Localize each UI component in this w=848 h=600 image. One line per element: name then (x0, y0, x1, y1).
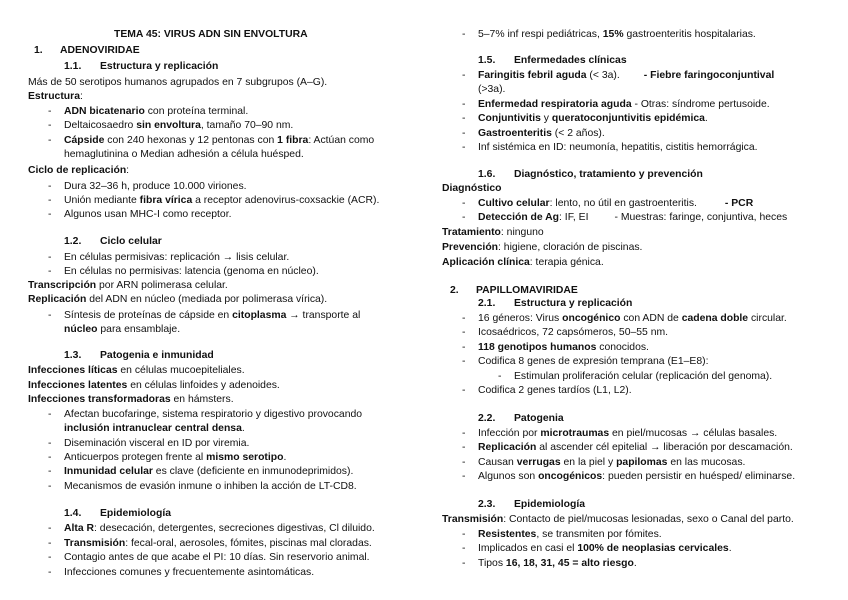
bold-text: - PCR (724, 198, 754, 209)
list-item (478, 128, 605, 140)
text: : ninguno (500, 227, 544, 238)
bold-text: Cultivo celular (478, 198, 550, 209)
text: : desecación, detergentes, secreciones digestivas, Cl diluido. (94, 523, 375, 534)
section-number: 2.3. (478, 499, 496, 510)
text: en células mucoepiteliales. (117, 365, 245, 376)
section-2-heading (450, 285, 578, 297)
text: : IF, EI (559, 212, 589, 223)
bold-text: Conjuntivitis (478, 113, 541, 124)
text: Causan (478, 457, 517, 468)
list-item (478, 198, 753, 210)
list-item-continuation (64, 423, 245, 435)
bold-text: citoplasma (232, 310, 287, 321)
section-number: 2. (450, 285, 459, 296)
ciclo-label: Ciclo de replicación: (28, 165, 130, 176)
text: : higiene, cloración de piscinas. (498, 242, 643, 253)
list-item (64, 310, 360, 322)
text: . (704, 113, 708, 124)
list-item: - Diseminación visceral en ID por viremia. (64, 438, 249, 450)
sub-list-item: - Estimulan proliferación celular (replicación del genoma). (514, 371, 772, 383)
diagnostico-label (442, 183, 501, 195)
replicacion-text (28, 294, 327, 306)
text: con proteína terminal. (144, 106, 249, 117)
text: : pueden persistir en huésped/ eliminarse. (602, 471, 796, 482)
text: Infección por (478, 428, 541, 439)
section-title: Enfermedades clínicas (514, 55, 627, 66)
section-title: Patogenia (514, 413, 564, 424)
text: (< 2 años). (551, 128, 605, 139)
bold-text: oncogénico (562, 313, 621, 324)
list-item: - En células no permisivas: latencia (genoma en núcleo). (64, 266, 319, 278)
section-number: 1. (34, 45, 43, 56)
transmision-text (442, 514, 794, 526)
section-title: ADENOVIRIDAE (60, 45, 140, 56)
text: es clave (deficiente en inmunodeprimidos). (152, 466, 354, 477)
section-2-1-heading (478, 298, 632, 310)
list-item: - Codifica 8 genes de expresión temprana (E1–E8): (478, 356, 708, 368)
aplicacion-text (442, 257, 604, 269)
section-number: 1.2. (64, 236, 82, 247)
section-number: 1.1. (64, 61, 82, 72)
bold-text: Transcripción (28, 280, 97, 291)
text: del ADN en núcleo (mediada por polimerasa vírica). (86, 294, 328, 305)
bold-text: cadena doble (681, 313, 749, 324)
bold-text: papilomas (616, 457, 668, 468)
bold-text: - Fiebre faringoconjuntival (643, 70, 775, 81)
text: 16 géneros: Virus (478, 313, 563, 324)
text: : terapia génica. (529, 257, 604, 268)
section-1-2-heading (64, 236, 162, 248)
list-item (478, 442, 793, 454)
text: Síntesis de proteínas de cápside en (64, 310, 233, 321)
bold-text: Infecciones transformadoras (28, 394, 171, 405)
text: por ARN polimerasa celular. (96, 280, 228, 291)
text: : lento, no útil en gastroenteritis. (549, 198, 697, 209)
text: Tipos (478, 558, 506, 569)
section-number: 2.2. (478, 413, 496, 424)
text: gastroenteritis hospitalarias. (623, 29, 756, 40)
bold-text: Infecciones líticas (28, 365, 118, 376)
infecciones-text (28, 380, 280, 392)
infecciones-text (28, 365, 245, 377)
prevencion-text (442, 242, 642, 254)
section-title: Ciclo celular (100, 236, 162, 247)
list-item (478, 471, 795, 483)
list-item: - Dura 32–36 h, produce 10.000 viriones. (64, 181, 247, 193)
list-item (478, 428, 777, 440)
bold-text: 16, 18, 31, 45 = alto riesgo (505, 558, 634, 569)
list-item (64, 523, 375, 535)
list-item-continuation: hemaglutinina o Median adhesión a célula huésped. (64, 149, 304, 160)
bold-text: Transmisión (442, 514, 504, 525)
estructura-label: Estructura: (28, 91, 83, 102)
bold-text: Tratamiento (442, 227, 501, 238)
text: al ascender cél epitelial → liberación por descamación. (536, 442, 793, 453)
text: : Actúan como (308, 135, 375, 146)
section-2-2-heading (478, 413, 564, 425)
bold-text: Resistentes (478, 529, 537, 540)
bold-text: núcleo (64, 324, 98, 335)
text: en la piel y (560, 457, 617, 468)
bold-text: Transmisión (64, 538, 126, 549)
text: en piel/mucosas → células basales. (609, 428, 778, 439)
section-number: 1.5. (478, 55, 496, 66)
section-1-4-heading (64, 508, 171, 520)
list-item (478, 342, 649, 354)
section-1-5-heading (478, 55, 627, 67)
text: Implicados en casi el (478, 543, 578, 554)
section-title: Epidemiología (100, 508, 172, 519)
label-text: Diagnóstico (442, 183, 502, 194)
bold-text: ADN bicatenario (64, 106, 145, 117)
section-1-3-heading (64, 350, 214, 362)
tratamiento-text (442, 227, 544, 239)
text: en hámsters. (170, 394, 234, 405)
text: . (283, 452, 287, 463)
text: Deltaicosaedro (64, 120, 137, 131)
text: Anticuerpos protegen frente al (64, 452, 207, 463)
bold-text: 100% de neoplasias cervicales (577, 543, 729, 554)
text: - Otras: síndrome pertusoide. (631, 99, 770, 110)
bold-text: Faringitis febril aguda (478, 70, 587, 81)
section-1-6-heading (478, 169, 703, 181)
list-item (64, 120, 293, 132)
label-text: Ciclo de replicación (28, 165, 127, 176)
bold-text: 118 genotipos humanos (478, 342, 597, 353)
text: . (241, 423, 245, 434)
section-title: Epidemiología (514, 499, 586, 510)
text: : Contacto de piel/mucosas lesionadas, sexo o Canal del parto. (503, 514, 794, 525)
bold-text: Cápside (64, 135, 105, 146)
list-item: - Infecciones comunes y frecuentemente asintomáticas. (64, 567, 314, 579)
label-text: Estructura (28, 91, 80, 102)
bold-text: Replicación (478, 442, 537, 453)
text: con ADN de (620, 313, 682, 324)
text: 5–7% inf respi pediátricas, (478, 29, 603, 40)
bold-text: sin envoltura (136, 120, 201, 131)
serotipos-text: Más de 50 serotipos humanos agrupados en 7 subgrupos (A–G). (28, 77, 328, 88)
bold-text: oncogénicos (538, 471, 603, 482)
list-item (64, 466, 353, 478)
section-title: Patogenia e inmunidad (100, 350, 214, 361)
section-title: Estructura y replicación (100, 61, 219, 72)
text: . (728, 543, 732, 554)
text: en células linfoides y adenoides. (127, 380, 280, 391)
bold-text: 1 fibra (277, 135, 309, 146)
list-item: - Algunos usan MHC-I como receptor. (64, 209, 231, 221)
list-item-continuation (64, 324, 180, 336)
bold-text: Prevención (442, 242, 499, 253)
text: con 240 hexonas y 12 pentonas con (104, 135, 278, 146)
text: a receptor adenovirus-coxsackie (ACR). (192, 195, 380, 206)
bold-text: fibra vírica (139, 195, 193, 206)
text: - Muestras: faringe, conjuntiva, heces (614, 212, 788, 223)
bold-text: Detección de Ag (478, 212, 560, 223)
text: y (540, 113, 552, 124)
list-item: - Mecanismos de evasión inmune o inhiben la acción de LT-CD8. (64, 481, 357, 493)
bold-text: 15% (602, 29, 624, 40)
text: circular. (748, 313, 787, 324)
bold-text: Aplicación clínica (442, 257, 530, 268)
text: Unión mediante (64, 195, 140, 206)
list-item (478, 29, 756, 41)
list-item: - En células permisivas: replicación → lisis celular. (64, 252, 289, 264)
bold-text: Replicación (28, 294, 87, 305)
bold-text: verrugas (516, 457, 561, 468)
list-item-continuation: (>3a). (478, 84, 506, 95)
list-item (478, 212, 787, 224)
text: → transporte al (286, 310, 361, 321)
list-item (478, 529, 662, 541)
section-number: 1.6. (478, 169, 496, 180)
bold-text: mismo serotipo (206, 452, 284, 463)
section-title: Diagnóstico, tratamiento y prevención (514, 169, 703, 180)
list-item (64, 135, 374, 147)
list-item (478, 558, 637, 570)
list-item (478, 543, 732, 555)
list-item (64, 195, 379, 207)
bold-text: queratoconjuntivitis epidémica (551, 113, 705, 124)
text: (< 3a). (586, 70, 620, 81)
text: , tamaño 70–90 nm. (200, 120, 294, 131)
section-1-1-heading (64, 61, 218, 73)
bold-text: microtraumas (540, 428, 610, 439)
section-number: 2.1. (478, 298, 496, 309)
text: conocidos. (596, 342, 649, 353)
text: . (633, 558, 637, 569)
section-title: Estructura y replicación (514, 298, 633, 309)
section-2-3-heading (478, 499, 585, 511)
list-item (478, 457, 745, 469)
text: en las mucosas. (667, 457, 746, 468)
transcripcion-text (28, 280, 228, 292)
text: Algunos son (478, 471, 539, 482)
list-item (478, 70, 774, 82)
bold-text: Inmunidad celular (64, 466, 153, 477)
list-item (478, 113, 708, 125)
section-1-heading (34, 45, 140, 57)
section-title: PAPILLOMAVIRIDAE (476, 285, 578, 296)
list-item (64, 452, 286, 464)
list-item: - Afectan bucofaringe, sistema respiratorio y digestivo provocando (64, 409, 362, 421)
list-item (64, 538, 372, 550)
text: para ensamblaje. (97, 324, 181, 335)
bold-text: Infecciones latentes (28, 380, 128, 391)
infecciones-text (28, 394, 234, 406)
text: : fecal-oral, aerosoles, fómites, piscinas mal cloradas. (125, 538, 372, 549)
bold-text: Gastroenteritis (478, 128, 552, 139)
list-item: - Contagio antes de que acabe el PI: 10 días. Sin reservorio animal. (64, 552, 370, 564)
list-item (64, 106, 248, 118)
section-number: 1.3. (64, 350, 82, 361)
list-item (478, 99, 770, 111)
list-item: - Codifica 2 genes tardíos (L1, L2). (478, 385, 632, 397)
section-number: 1.4. (64, 508, 82, 519)
bold-text: Alta R (64, 523, 95, 534)
bold-text: inclusión intranuclear central densa (64, 423, 242, 434)
list-item: - Icosaédricos, 72 capsómeros, 50–55 nm. (478, 327, 668, 339)
list-item (478, 313, 787, 325)
document-title: TEMA 45: VIRUS ADN SIN ENVOLTURA (114, 29, 308, 40)
bold-text: Enfermedad respiratoria aguda (478, 99, 632, 110)
text: , se transmiten por fómites. (536, 529, 662, 540)
list-item: - Inf sistémica en ID: neumonía, hepatitis, cistitis hemorrágica. (478, 142, 758, 154)
